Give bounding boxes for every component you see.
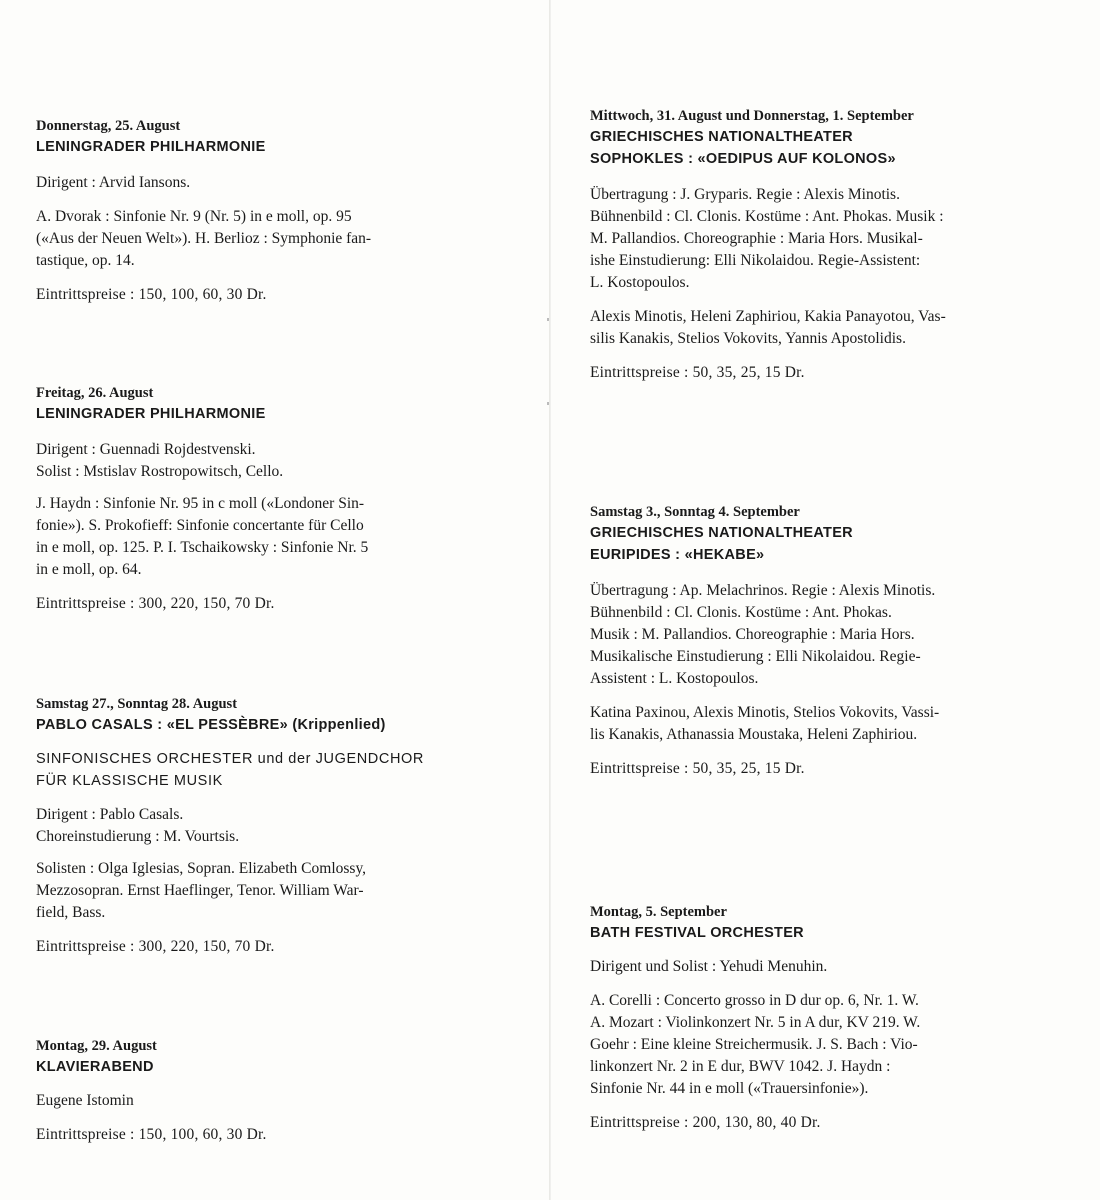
text-line: Eugene Istomin xyxy=(36,1092,134,1109)
event-paragraph xyxy=(590,956,1040,978)
event-paragraph xyxy=(36,858,526,924)
event-block xyxy=(36,383,526,615)
text-line: A. Corelli : Concerto grosso in D dur op. 6, Nr. 1. W. xyxy=(590,992,919,1009)
event-prices: Eintrittspreise : 200, 130, 80, 40 Dr. xyxy=(590,1114,821,1131)
text-line: fonie»). S. Prokofieff: Sinfonie concertante für Cello xyxy=(36,517,364,534)
event-paragraph xyxy=(590,580,1040,690)
text-line: field, Bass. xyxy=(36,904,106,921)
text-line: A. Dvorak : Sinfonie Nr. 9 (Nr. 5) in e moll, op. 95 xyxy=(36,208,352,225)
text-line: tastique, op. 14. xyxy=(36,252,135,269)
event-ensemble: PABLO CASALS : «EL PESSÈBRE» (Krippenlied) xyxy=(36,717,386,733)
event-block xyxy=(590,106,1040,384)
event-prices: Eintrittspreise : 150, 100, 60, 30 Dr. xyxy=(36,1126,267,1143)
text-line: Alexis Minotis, Heleni Zaphiriou, Kakia Panayotou, Vas- xyxy=(590,308,946,325)
event-prices: Eintrittspreise : 50, 35, 25, 15 Dr. xyxy=(590,364,805,381)
text-line: Musik : M. Pallandios. Choreographie : Maria Hors. xyxy=(590,626,915,643)
text-line: lis Kanakis, Athanassia Moustaka, Heleni Zaphiriou. xyxy=(590,726,918,743)
text-line: A. Mozart : Violinkonzert Nr. 5 in A dur, KV 219. W. xyxy=(590,1014,921,1031)
event-work: SOPHOKLES : «OEDIPUS AUF KOLONOS» xyxy=(590,151,896,167)
text-line: Übertragung : Ap. Melachrinos. Regie : Alexis Minotis. xyxy=(590,582,936,599)
event-ensemble: BATH FESTIVAL ORCHESTER xyxy=(590,925,804,941)
fold-mark xyxy=(547,402,549,405)
event-prices: Eintrittspreise : 50, 35, 25, 15 Dr. xyxy=(590,760,805,777)
text-line: Bühnenbild : Cl. Clonis. Kostüme : Ant. Phokas. xyxy=(590,604,892,621)
event-block xyxy=(36,116,526,306)
event-paragraph xyxy=(36,1090,526,1112)
text-line: linkonzert Nr. 2 in E dur, BWV 1042. J. Haydn : xyxy=(590,1058,891,1075)
right-column xyxy=(590,0,1040,1200)
text-line: Dirigent : Pablo Casals. xyxy=(36,806,184,823)
event-block xyxy=(590,902,1040,1134)
event-date: Montag, 29. August xyxy=(36,1038,157,1054)
text-line: in e moll, op. 64. xyxy=(36,561,142,578)
text-line: Katina Paxinou, Alexis Minotis, Stelios Vokovits, Vassi- xyxy=(590,704,940,721)
text-line: ishe Einstudierung: Elli Nikolaidou. Regie-Assistent: xyxy=(590,252,921,269)
fold-mark xyxy=(547,318,549,321)
event-ensemble: GRIECHISCHES NATIONALTHEATER xyxy=(590,525,853,541)
event-prices: Eintrittspreise : 300, 220, 150, 70 Dr. xyxy=(36,938,275,955)
event-ensemble: LENINGRADER PHILHARMONIE xyxy=(36,406,266,422)
event-prices: Eintrittspreise : 300, 220, 150, 70 Dr. xyxy=(36,595,275,612)
event-ensemble-line: FÜR KLASSISCHE MUSIK xyxy=(36,773,223,789)
event-block xyxy=(36,1036,526,1146)
text-line: Bühnenbild : Cl. Clonis. Kostüme : Ant. Phokas. Musik : xyxy=(590,208,944,225)
text-line: J. Haydn : Sinfonie Nr. 95 in c moll («Londoner Sin- xyxy=(36,495,365,512)
event-paragraph xyxy=(36,439,526,483)
event-paragraph xyxy=(36,804,526,848)
event-paragraph xyxy=(36,172,526,194)
event-prices: Eintrittspreise : 150, 100, 60, 30 Dr. xyxy=(36,286,267,303)
event-work: EURIPIDES : «HEKABE» xyxy=(590,547,765,563)
text-line: L. Kostopoulos. xyxy=(590,274,690,291)
text-line: Choreinstudierung : M. Vourtsis. xyxy=(36,828,240,845)
event-ensemble: KLAVIERABEND xyxy=(36,1059,154,1075)
event-block xyxy=(590,502,1040,780)
text-line: Sinfonie Nr. 44 in e moll («Trauersinfonie»). xyxy=(590,1080,869,1097)
text-line: in e moll, op. 125. P. I. Tschaikowsky : Sinfonie Nr. 5 xyxy=(36,539,369,556)
text-line: Dirigent und Solist : Yehudi Menuhin. xyxy=(590,958,828,975)
event-paragraph xyxy=(36,206,526,272)
page-fold xyxy=(549,0,551,1200)
event-paragraph xyxy=(590,184,1040,294)
event-date: Samstag 3., Sonntag 4. September xyxy=(590,504,800,520)
text-line: Dirigent : Arvid Iansons. xyxy=(36,174,191,191)
event-date: Samstag 27., Sonntag 28. August xyxy=(36,696,238,712)
text-line: («Aus der Neuen Welt»). H. Berlioz : Symphonie fan- xyxy=(36,230,372,247)
text-line: Übertragung : J. Gryparis. Regie : Alexis Minotis. xyxy=(590,186,900,203)
text-line: Dirigent : Guennadi Rojdestvenski. xyxy=(36,441,256,458)
event-ensemble-line: SINFONISCHES ORCHESTER und der JUGENDCHOR xyxy=(36,751,424,767)
text-line: Goehr : Eine kleine Streichermusik. J. S. Bach : Vio- xyxy=(590,1036,918,1053)
text-line: Musikalische Einstudierung : Elli Nikolaidou. Regie- xyxy=(590,648,921,665)
text-line: silis Kanakis, Stelios Vokovits, Yannis Apostolidis. xyxy=(590,330,906,347)
event-ensemble: GRIECHISCHES NATIONALTHEATER xyxy=(590,129,853,145)
text-line: Solisten : Olga Iglesias, Sopran. Elizabeth Comlossy, xyxy=(36,860,367,877)
text-line: Solist : Mstislav Rostropowitsch, Cello. xyxy=(36,463,284,480)
text-line: M. Pallandios. Choreographie : Maria Hors. Musikal- xyxy=(590,230,923,247)
event-paragraph xyxy=(590,990,1040,1100)
text-line: Assistent : L. Kostopoulos. xyxy=(590,670,759,687)
event-paragraph xyxy=(36,493,526,581)
event-ensemble: LENINGRADER PHILHARMONIE xyxy=(36,139,266,155)
event-paragraph xyxy=(590,306,1040,350)
left-column xyxy=(36,0,526,1200)
event-date: Donnerstag, 25. August xyxy=(36,118,181,134)
event-paragraph xyxy=(590,702,1040,746)
event-date: Mittwoch, 31. August und Donnerstag, 1. September xyxy=(590,108,914,124)
event-date: Freitag, 26. August xyxy=(36,385,154,401)
event-block xyxy=(36,694,526,958)
text-line: Mezzosopran. Ernst Haeflinger, Tenor. William War- xyxy=(36,882,364,899)
event-date: Montag, 5. September xyxy=(590,904,727,920)
